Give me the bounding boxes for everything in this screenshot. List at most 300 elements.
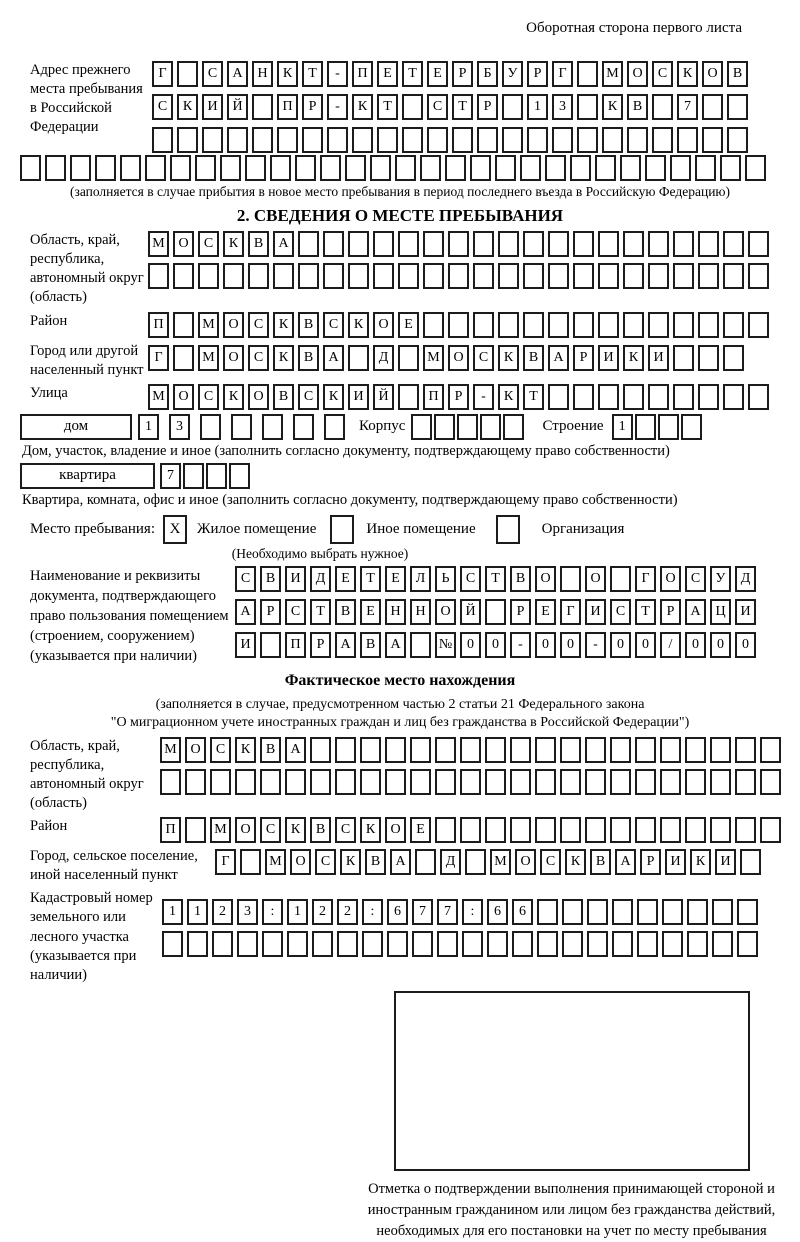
char-cell (148, 263, 169, 289)
char-cell: К (285, 817, 306, 843)
char-cell (173, 312, 194, 338)
char-cell (237, 931, 258, 957)
char-cell (487, 931, 508, 957)
char-cell (660, 817, 681, 843)
char-cell (535, 769, 556, 795)
char-cell: А (335, 632, 356, 658)
char-cell: В (510, 566, 531, 592)
char-cell (448, 263, 469, 289)
char-cell: Т (452, 94, 473, 120)
char-cell: - (327, 94, 348, 120)
document-grid-row-1 (235, 566, 760, 592)
char-cell (745, 155, 766, 181)
char-cell: О (248, 384, 269, 410)
char-cell (687, 899, 708, 925)
char-cell: 3 (169, 414, 190, 440)
char-cell (612, 899, 633, 925)
char-cell (70, 155, 91, 181)
char-cell: О (515, 849, 536, 875)
district-label: Район (30, 312, 68, 329)
char-cell (423, 263, 444, 289)
char-cell: Е (535, 599, 556, 625)
char-cell: В (260, 566, 281, 592)
char-cell: Т (310, 599, 331, 625)
stay-type-note: (Необходимо выбрать нужное) (231, 545, 409, 561)
char-cell: А (385, 632, 406, 658)
char-cell (623, 263, 644, 289)
char-cell (698, 384, 719, 410)
char-cell (45, 155, 66, 181)
stay-option-residential-checkbox: X (163, 515, 187, 544)
char-cell (277, 127, 298, 153)
char-cell (535, 737, 556, 763)
char-cell (295, 155, 316, 181)
char-cell (648, 312, 669, 338)
char-cell (335, 737, 356, 763)
char-cell (527, 127, 548, 153)
char-cell (435, 737, 456, 763)
char-cell (510, 817, 531, 843)
char-cell (470, 155, 491, 181)
apartment-caption: Квартира, комната, офис и иное (заполнить согласно документу, подтверждающему право собственности) (22, 491, 678, 508)
char-cell: М (423, 345, 444, 371)
street-field (30, 384, 800, 410)
char-cell: : (462, 899, 483, 925)
char-cell (448, 231, 469, 257)
char-cell (548, 263, 569, 289)
char-cell (548, 312, 569, 338)
char-cell: В (298, 312, 319, 338)
char-cell (177, 61, 198, 87)
char-cell (160, 769, 181, 795)
char-cell: А (235, 599, 256, 625)
char-cell (545, 155, 566, 181)
char-cell (298, 263, 319, 289)
char-cell (245, 155, 266, 181)
char-cell (212, 931, 233, 957)
char-cell: С (152, 94, 173, 120)
char-cell: 1 (138, 414, 159, 440)
char-cell (270, 155, 291, 181)
char-cell: К (340, 849, 361, 875)
house-type-box: дом (20, 414, 132, 440)
char-cell: Е (385, 566, 406, 592)
char-cell (195, 155, 216, 181)
char-cell (748, 384, 769, 410)
cadastral-grid-row-2 (162, 931, 762, 957)
stamp-area (353, 991, 790, 1242)
char-cell: В (590, 849, 611, 875)
prev-address-field (30, 61, 800, 153)
char-cell (460, 737, 481, 763)
char-cell (635, 414, 656, 440)
char-cell: С (540, 849, 561, 875)
char-cell: В (310, 817, 331, 843)
char-cell (423, 231, 444, 257)
char-cell: Е (377, 61, 398, 87)
prev-address-grids (152, 61, 752, 153)
korpus-grid (411, 414, 526, 440)
actual-district-label: Район (30, 818, 68, 835)
char-cell (398, 263, 419, 289)
char-cell (434, 414, 455, 440)
char-cell (485, 817, 506, 843)
char-cell (748, 231, 769, 257)
char-cell: М (160, 737, 181, 763)
char-cell: Т (485, 566, 506, 592)
char-cell (252, 94, 273, 120)
char-cell (612, 931, 633, 957)
char-cell: Р (640, 849, 661, 875)
char-cell: 1 (187, 899, 208, 925)
char-cell (548, 231, 569, 257)
char-cell: 6 (387, 899, 408, 925)
char-cell (685, 737, 706, 763)
char-cell: - (510, 632, 531, 658)
char-cell (435, 769, 456, 795)
char-cell (202, 127, 223, 153)
char-cell (673, 263, 694, 289)
char-cell (398, 384, 419, 410)
char-cell: 0 (460, 632, 481, 658)
char-cell (335, 769, 356, 795)
char-cell (477, 127, 498, 153)
char-cell: Р (510, 599, 531, 625)
stay-option-organization-label: Организация (541, 520, 625, 537)
char-cell (177, 127, 198, 153)
prev-address-grid-row-4 (20, 155, 800, 181)
char-cell: Т (360, 566, 381, 592)
char-cell (348, 231, 369, 257)
char-cell: И (348, 384, 369, 410)
char-cell (662, 931, 683, 957)
char-cell (410, 632, 431, 658)
char-cell: Р (302, 94, 323, 120)
char-cell: А (615, 849, 636, 875)
char-cell: В (273, 384, 294, 410)
street-label: Улица (30, 384, 68, 401)
char-cell (385, 737, 406, 763)
char-cell: 7 (677, 94, 698, 120)
char-cell: М (490, 849, 511, 875)
char-cell (712, 899, 733, 925)
char-cell (337, 931, 358, 957)
char-cell: К (348, 312, 369, 338)
char-cell (220, 155, 241, 181)
char-cell: Н (410, 599, 431, 625)
prev-address-grid-row-2 (152, 94, 752, 120)
actual-region-grid-row-1 (160, 737, 785, 763)
char-cell (260, 632, 281, 658)
char-cell (660, 737, 681, 763)
char-cell (360, 737, 381, 763)
char-cell (577, 94, 598, 120)
char-cell (460, 817, 481, 843)
char-cell: Г (152, 61, 173, 87)
char-cell (200, 414, 221, 440)
char-cell (620, 155, 641, 181)
char-cell: О (185, 737, 206, 763)
char-cell: В (727, 61, 748, 87)
document-field (30, 566, 800, 666)
char-cell (495, 155, 516, 181)
stay-type-label: Место пребывания: (30, 520, 155, 537)
char-cell (95, 155, 116, 181)
char-cell (562, 931, 583, 957)
char-cell (352, 127, 373, 153)
char-cell: Й (227, 94, 248, 120)
char-cell: / (660, 632, 681, 658)
char-cell: А (548, 345, 569, 371)
char-cell: В (365, 849, 386, 875)
char-cell: О (435, 599, 456, 625)
actual-district-field (30, 817, 800, 843)
char-cell: С (210, 737, 231, 763)
char-cell (327, 127, 348, 153)
char-cell (465, 849, 486, 875)
apartment-type-box: квартира (20, 463, 155, 489)
char-cell (687, 931, 708, 957)
district-grid (148, 312, 773, 338)
char-cell (685, 817, 706, 843)
char-cell (577, 127, 598, 153)
char-cell (652, 127, 673, 153)
char-cell: О (385, 817, 406, 843)
char-cell: У (502, 61, 523, 87)
char-cell: К (223, 231, 244, 257)
char-cell: И (235, 632, 256, 658)
char-cell: О (290, 849, 311, 875)
char-cell (312, 931, 333, 957)
char-cell: А (685, 599, 706, 625)
char-cell (262, 414, 283, 440)
char-cell (473, 263, 494, 289)
char-cell: Р (452, 61, 473, 87)
char-cell (573, 231, 594, 257)
char-cell (735, 737, 756, 763)
char-cell: С (335, 817, 356, 843)
char-cell (648, 384, 669, 410)
char-cell (252, 127, 273, 153)
char-cell: 6 (512, 899, 533, 925)
char-cell (345, 155, 366, 181)
char-cell (585, 769, 606, 795)
region-label: Область, край, республика, автономный округ (область) (30, 232, 144, 306)
char-cell (310, 737, 331, 763)
char-cell (598, 312, 619, 338)
char-cell (510, 737, 531, 763)
char-cell: 3 (552, 94, 573, 120)
char-cell (462, 931, 483, 957)
prev-address-fill-note: (заполняется в случае прибытия в новое место пребывания в период последнего въезда в Российскую Федерацию) (69, 184, 731, 199)
char-cell (187, 931, 208, 957)
house-row (20, 414, 800, 440)
char-cell: 7 (412, 899, 433, 925)
char-cell (229, 463, 250, 489)
char-cell: С (248, 312, 269, 338)
char-cell: М (148, 384, 169, 410)
actual-location-note-2: "О миграционном учете иностранных граждан и лиц без гражданства в Российской Федерации") (110, 714, 690, 730)
char-cell: К (223, 384, 244, 410)
char-cell: К (323, 384, 344, 410)
char-cell: А (285, 737, 306, 763)
actual-district-grid (160, 817, 785, 843)
char-cell: К (273, 345, 294, 371)
stay-type-row (30, 515, 800, 544)
char-cell (698, 231, 719, 257)
char-cell (502, 127, 523, 153)
char-cell (373, 231, 394, 257)
char-cell: О (173, 384, 194, 410)
stay-option-organization-checkbox (496, 515, 520, 544)
char-cell (535, 817, 556, 843)
char-cell: Е (360, 599, 381, 625)
char-cell (411, 414, 432, 440)
char-cell: М (265, 849, 286, 875)
char-cell (662, 899, 683, 925)
actual-city-field (30, 847, 800, 885)
char-cell: И (735, 599, 756, 625)
char-cell (740, 849, 761, 875)
char-cell (560, 737, 581, 763)
char-cell: М (602, 61, 623, 87)
char-cell (498, 312, 519, 338)
char-cell: В (627, 94, 648, 120)
char-cell (748, 263, 769, 289)
char-cell (415, 849, 436, 875)
char-cell: Р (260, 599, 281, 625)
city-grid (148, 345, 748, 371)
char-cell: К (498, 384, 519, 410)
char-cell: К (677, 61, 698, 87)
char-cell (637, 899, 658, 925)
char-cell: П (160, 817, 181, 843)
char-cell (598, 384, 619, 410)
char-cell (562, 899, 583, 925)
char-cell: О (535, 566, 556, 592)
char-cell (420, 155, 441, 181)
char-cell: 1 (612, 414, 633, 440)
char-cell (735, 817, 756, 843)
char-cell (595, 155, 616, 181)
char-cell (480, 414, 501, 440)
char-cell: А (227, 61, 248, 87)
char-cell (585, 817, 606, 843)
char-cell (635, 737, 656, 763)
char-cell (387, 931, 408, 957)
char-cell: Г (560, 599, 581, 625)
char-cell (183, 463, 204, 489)
char-cell (510, 769, 531, 795)
char-cell (673, 384, 694, 410)
char-cell (723, 312, 744, 338)
char-cell: : (362, 899, 383, 925)
char-cell: М (210, 817, 231, 843)
stay-option-other-label: Иное помещение (366, 520, 476, 537)
char-cell: О (448, 345, 469, 371)
char-cell (737, 899, 758, 925)
char-cell: С (460, 566, 481, 592)
char-cell: Л (410, 566, 431, 592)
char-cell (577, 61, 598, 87)
char-cell: 1 (527, 94, 548, 120)
char-cell: О (223, 345, 244, 371)
char-cell: И (585, 599, 606, 625)
actual-region-grid-row-2 (160, 769, 785, 795)
char-cell: С (610, 599, 631, 625)
char-cell (293, 414, 314, 440)
document-label: Наименование и реквизиты документа, подтверждающего право пользования помещением (строением, сооружением) (указывается при наличии) (30, 567, 229, 664)
actual-location-note-1: (заполняется в случае, предусмотренном частью 2 статьи 21 Федерального закона (155, 696, 645, 712)
char-cell (695, 155, 716, 181)
char-cell (398, 345, 419, 371)
char-cell: С (685, 566, 706, 592)
char-cell (560, 817, 581, 843)
char-cell (710, 769, 731, 795)
char-cell (673, 345, 694, 371)
char-cell (302, 127, 323, 153)
actual-city-grid (215, 849, 765, 875)
char-cell (723, 345, 744, 371)
stroenie-grid (612, 414, 704, 440)
district-field (30, 312, 800, 338)
char-cell (710, 737, 731, 763)
char-cell: К (277, 61, 298, 87)
char-cell (185, 817, 206, 843)
stroenie-label: Строение (542, 418, 604, 435)
char-cell: Р (477, 94, 498, 120)
char-cell: Е (427, 61, 448, 87)
char-cell: О (235, 817, 256, 843)
char-cell (702, 94, 723, 120)
char-cell: Д (735, 566, 756, 592)
char-cell (503, 414, 524, 440)
char-cell: С (323, 312, 344, 338)
char-cell (723, 384, 744, 410)
char-cell: 0 (635, 632, 656, 658)
char-cell: 6 (487, 899, 508, 925)
char-cell (185, 769, 206, 795)
char-cell: Д (440, 849, 461, 875)
char-cell: О (660, 566, 681, 592)
actual-city-label: Город, сельское поселение, иной населенный пункт (30, 848, 198, 884)
prev-address-label: Адрес прежнего места пребывания в Российской Федерации (30, 62, 143, 136)
char-cell: 7 (437, 899, 458, 925)
char-cell (173, 263, 194, 289)
char-cell: Й (373, 384, 394, 410)
char-cell: В (360, 632, 381, 658)
char-cell: Р (310, 632, 331, 658)
city-field (30, 342, 800, 380)
char-cell (348, 345, 369, 371)
char-cell (710, 817, 731, 843)
char-cell (210, 769, 231, 795)
char-cell: В (298, 345, 319, 371)
char-cell: В (335, 599, 356, 625)
char-cell (560, 566, 581, 592)
char-cell (570, 155, 591, 181)
char-cell (240, 849, 261, 875)
char-cell (324, 414, 345, 440)
char-cell (760, 769, 781, 795)
char-cell (287, 931, 308, 957)
char-cell (598, 263, 619, 289)
section2-title: 2. СВЕДЕНИЯ О МЕСТЕ ПРЕБЫВАНИЯ (236, 206, 564, 225)
char-cell: Б (477, 61, 498, 87)
street-grid (148, 384, 773, 410)
char-cell: С (298, 384, 319, 410)
korpus-label: Корпус (359, 418, 406, 435)
